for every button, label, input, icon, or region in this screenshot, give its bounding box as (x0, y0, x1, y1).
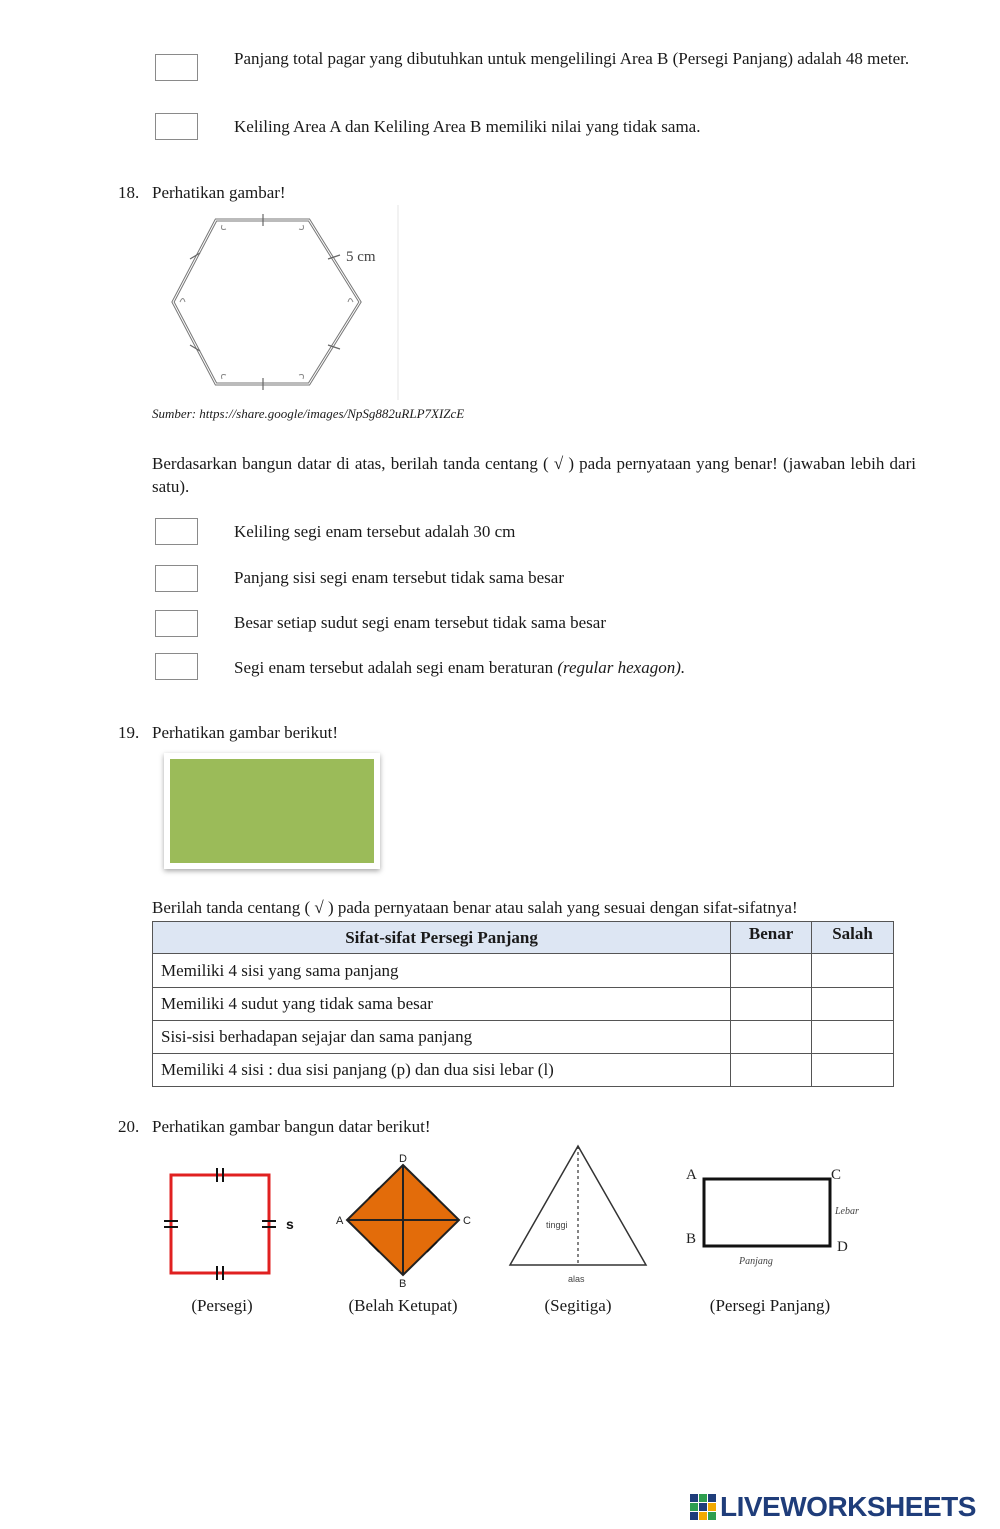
rect-vertex-d: D (837, 1239, 848, 1255)
q17-option-1-text: Panjang total pagar yang dibutuhkan untuk mengelilingi Area B (Persegi Panjang) adalah 48 meter. (234, 49, 910, 68)
q18-option-2-text: Panjang sisi segi enam tersebut tidak sama besar (234, 568, 564, 587)
rhombus-vertex-c: C (463, 1215, 471, 1227)
hexagon-shape (173, 220, 360, 384)
rect-vertex-a: A (686, 1167, 697, 1183)
square-side-label: s (286, 1216, 294, 1232)
square-figure (160, 1160, 300, 1285)
row-statement: Memiliki 4 sudut yang tidak sama besar (153, 988, 731, 1021)
square-caption: (Persegi) (191, 1296, 253, 1315)
hexagon-figure (160, 205, 405, 400)
q18-source-caption: Sumber: https://share.google/images/NpSg882uRLP7XIZcE (152, 406, 465, 421)
table-header-row (153, 922, 894, 954)
q17-option-2-checkbox[interactable] (155, 113, 198, 140)
side-tick-marks (190, 214, 340, 390)
row-statement: Memiliki 4 sisi yang sama panjang (153, 954, 731, 988)
q18-option-4-italic: (regular hexagon). (557, 658, 686, 677)
row-1-salah-cell[interactable] (812, 954, 894, 988)
q20-number: 20. (118, 1117, 140, 1136)
row-4-salah-cell[interactable] (812, 1054, 894, 1087)
rect-vertex-b: B (686, 1231, 697, 1247)
green-rectangle (170, 759, 374, 863)
q19-prompt: Perhatikan gambar berikut! (152, 723, 338, 742)
row-2-salah-cell[interactable] (812, 988, 894, 1021)
square-shape (171, 1175, 269, 1273)
table-row (153, 954, 894, 988)
q18-option-1-text: Keliling segi enam tersebut adalah 30 cm (234, 522, 516, 541)
triangle-shape (510, 1146, 646, 1265)
rhombus-caption: (Belah Ketupat) (348, 1296, 458, 1315)
green-rectangle-figure (164, 753, 380, 869)
liveworksheets-logo-icon (690, 1494, 716, 1520)
header-sifat: Sifat-sifat Persegi Panjang (153, 922, 731, 954)
rhombus-vertex-d: D (399, 1153, 407, 1165)
q18-instruction: Berdasarkan bangun datar di atas, berilah tanda centang ( √ ) pada pernyataan yang benar! (jawaban lebih dari satu). (152, 454, 916, 496)
row-3-benar-cell[interactable] (731, 1021, 812, 1054)
q18-option-2-checkbox[interactable] (155, 565, 198, 592)
rect-width-label: Lebar (835, 1206, 859, 1217)
q18-number: 18. (118, 183, 140, 202)
rectangle-figure (680, 1158, 870, 1273)
liveworksheets-brand-text: LIVEWORKSHEETS (720, 1491, 976, 1522)
rect-length-label: Panjang (739, 1256, 773, 1267)
triangle-caption: (Segitiga) (544, 1296, 612, 1315)
row-2-benar-cell[interactable] (731, 988, 812, 1021)
rhombus-vertex-a: A (336, 1215, 344, 1227)
q18-option-4-text (234, 656, 685, 679)
q18-prompt: Perhatikan gambar! (152, 183, 286, 202)
table-row (153, 1054, 894, 1087)
q18-option-3-checkbox[interactable] (155, 610, 198, 637)
row-statement: Sisi-sisi berhadapan sejajar dan sama panjang (153, 1021, 731, 1054)
rhombus-figure (333, 1150, 478, 1290)
q20-prompt: Perhatikan gambar bangun datar berikut! (152, 1117, 431, 1136)
table-row (153, 988, 894, 1021)
row-statement: Memiliki 4 sisi : dua sisi panjang (p) dan dua sisi lebar (l) (153, 1054, 731, 1087)
row-3-salah-cell[interactable] (812, 1021, 894, 1054)
rectangle-shape (704, 1179, 830, 1246)
q17-option-2-text: Keliling Area A dan Keliling Area B memiliki nilai yang tidak sama. (234, 117, 701, 136)
header-salah: Salah (812, 922, 894, 954)
q18-option-3-text: Besar setiap sudut segi enam tersebut tidak sama besar (234, 613, 606, 632)
row-4-benar-cell[interactable] (731, 1054, 812, 1087)
rectangle-properties-table (152, 921, 894, 1087)
triangle-figure (505, 1140, 655, 1288)
rect-vertex-c: C (831, 1167, 842, 1183)
rhombus-vertex-b: B (399, 1278, 407, 1290)
q18-option-1-checkbox[interactable] (155, 518, 198, 545)
table-row (153, 1021, 894, 1054)
row-1-benar-cell[interactable] (731, 954, 812, 988)
q17-option-1-checkbox[interactable] (155, 54, 198, 81)
triangle-height-label: tinggi (546, 1220, 568, 1230)
q19-number: 19. (118, 723, 140, 742)
q19-instruction: Berilah tanda centang ( √ ) pada pernyataan benar atau salah yang sesuai dengan sifat-sifatnya! (152, 898, 798, 917)
header-benar: Benar (731, 922, 812, 954)
rectangle-caption: (Persegi Panjang) (709, 1296, 831, 1315)
triangle-base-label: alas (568, 1274, 585, 1284)
hexagon-side-label: 5 cm (346, 249, 376, 265)
q18-option-4-main: Segi enam tersebut adalah segi enam beraturan (234, 658, 554, 677)
q18-option-4-checkbox[interactable] (155, 653, 198, 680)
liveworksheets-logo (690, 1490, 990, 1524)
